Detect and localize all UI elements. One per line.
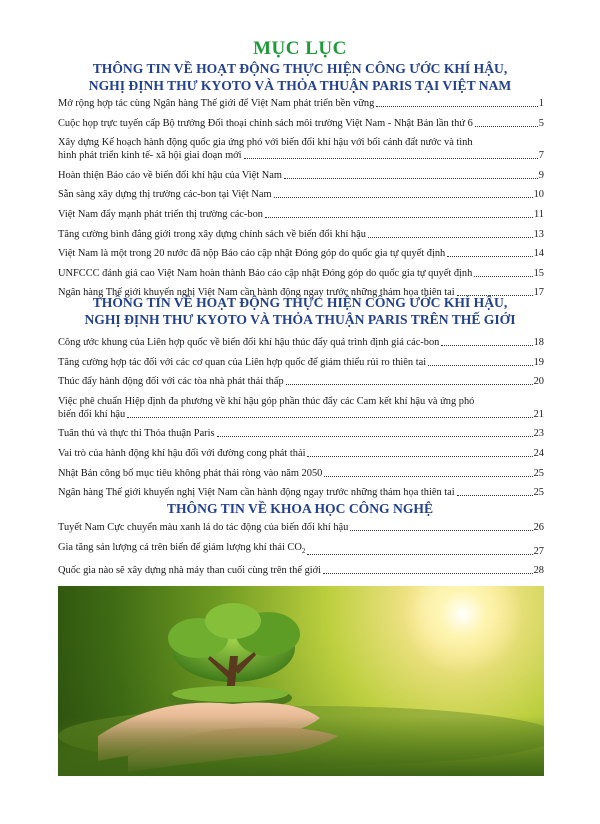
- dot-leader: [323, 573, 533, 574]
- dot-leader: [474, 276, 532, 277]
- section-heading-world: [0, 294, 600, 328]
- toc-entry[interactable]: Vai trò của hành động khí hậu đối với đường cong phát thải 24: [58, 447, 544, 459]
- dot-leader: [376, 106, 537, 107]
- entry-text: Gia tăng sản lượng cá trên biển để giảm lượng khí thải CO: [58, 541, 302, 553]
- page-number: 10: [533, 189, 544, 201]
- dot-leader: [244, 158, 538, 159]
- toc-entry[interactable]: Tăng cường hợp tác đối với các cơ quan của Liên hợp quốc để giảm thiểu rủi ro thiên tai 19: [58, 356, 544, 368]
- dot-leader: [475, 126, 538, 127]
- page-number: 11: [533, 208, 544, 220]
- dot-leader: [447, 256, 532, 257]
- toc-entry[interactable]: Cuộc họp trực tuyến cấp Bộ trưởng Đối thoại chính sách môi trường Việt Nam - Nhật Bản lần thứ 6 5: [58, 117, 544, 129]
- subscript: 2: [301, 546, 306, 555]
- toc-entry[interactable]: Ngân hàng Thế giới khuyến nghị Việt Nam cần hành động ngay trước những thảm họa thiên tai 25: [58, 487, 544, 499]
- hands-holding-tree-image: [58, 586, 544, 776]
- grass-foreground: [58, 716, 544, 776]
- dot-leader: [265, 217, 533, 218]
- toc-entry[interactable]: Ngân hàng Thế giới khuyến nghị Việt Nam cần hành động ngay trước những thảm họa thiên tai 17: [58, 287, 544, 299]
- dot-leader: [307, 456, 532, 457]
- toc-entry[interactable]: Công ước khung của Liên hợp quốc về biến đổi khí hậu thúc đẩy quá trình định giá các-bon 18: [58, 337, 544, 348]
- section-heading-line: THÔNG TIN VỀ HOẠT ĐỘNG THỰC HIỆN CÔNG ƯỚC KHÍ HẬU,: [92, 295, 508, 310]
- page-number: 27: [533, 545, 544, 557]
- section-heading-line: THÔNG TIN VỀ KHOA HỌC CÔNG NGHỆ: [166, 501, 434, 516]
- section-heading-line: NGHỊ ĐỊNH THƯ KYOTO VÀ THỎA THUẬN PARIS TRÊN THẾ GIỚI: [84, 312, 516, 327]
- page-number: 9: [538, 169, 544, 181]
- toc-entry[interactable]: Việc phê chuẩn Hiệp định đa phương về khí hậu góp phần thúc đẩy các Cam kết khí hậu và ứng phó biến đổi khí hậu 21: [58, 395, 544, 420]
- page-title: MỤC LỤC: [253, 38, 347, 59]
- page-number: 28: [533, 565, 544, 577]
- page-number: 23: [533, 428, 544, 440]
- page-number: 17: [533, 287, 544, 299]
- dot-leader: [274, 197, 533, 198]
- page-number: 14: [533, 248, 544, 260]
- toc-entry[interactable]: Hoàn thiện Báo cáo về biến đổi khí hậu của Việt Nam 9: [58, 169, 544, 181]
- dot-leader: [127, 417, 532, 418]
- toc-entry[interactable]: Tuyết Nam Cực chuyển màu xanh lá do tác động của biến đổi khí hậu 26: [58, 522, 544, 533]
- toc-entry[interactable]: UNFCCC đánh giá cao Việt Nam hoàn thành Báo cáo cập nhật Đóng góp do quốc gia tự quyết định 15: [58, 267, 544, 279]
- dot-leader: [284, 178, 538, 179]
- dot-leader: [368, 237, 533, 238]
- dot-leader: [217, 436, 533, 437]
- toc-entry[interactable]: Quốc gia nào sẽ xây dựng nhà máy than cuối cùng trên thế giới 28: [58, 565, 544, 577]
- page-number: 25: [533, 487, 544, 499]
- toc-entry[interactable]: Tuân thủ và thực thi Thỏa thuận Paris 23: [58, 428, 544, 440]
- dot-leader: [307, 554, 532, 555]
- page-number: 21: [533, 408, 544, 420]
- section-heading-line: THÔNG TIN VỀ HOẠT ĐỘNG THỰC HIỆN CÔNG ƯỚC KHÍ HẬU,: [92, 61, 508, 76]
- toc-entry[interactable]: Việt Nam là một trong 20 nước đã nộp Báo cáo cập nhật Đóng góp do quốc gia tự quyết định 14: [58, 248, 544, 260]
- toc-entry[interactable]: [58, 541, 544, 558]
- section-heading-line: NGHỊ ĐỊNH THƯ KYOTO VÀ THỎA THUẬN PARIS TẠI VIỆT NAM: [88, 78, 512, 93]
- dot-leader: [428, 365, 533, 366]
- toc-entry[interactable]: Sẵn sàng xây dựng thị trường các-bon tại Việt Nam 10: [58, 189, 544, 201]
- toc-entry[interactable]: Xây dựng Kế hoạch hành động quốc gia ứng phó với biến đổi khí hậu với bối cảnh đất nước và tình hình phát triển kinh tế- xã hội giai đoạn mới 7: [58, 137, 544, 162]
- section-heading-vietnam: [0, 60, 600, 94]
- toc-entry[interactable]: Tăng cường bình đẳng giới trong xây dựng chính sách về biến đổi khí hậu 13: [58, 228, 544, 240]
- dot-leader: [286, 384, 533, 385]
- toc-list-world: [58, 336, 544, 506]
- dot-leader: [324, 476, 532, 477]
- page-number: 13: [533, 228, 544, 240]
- toc-entry[interactable]: Việt Nam đẩy mạnh phát triển thị trường các-bon 11: [58, 208, 544, 220]
- dot-leader: [350, 530, 532, 531]
- page-number: 7: [538, 150, 544, 162]
- toc-entry[interactable]: Mở rộng hợp tác cùng Ngân hàng Thế giới để Việt Nam phát triển bền vững 1: [58, 98, 544, 109]
- dot-leader: [457, 495, 533, 496]
- page-number: 18: [533, 337, 544, 348]
- page-number: 19: [533, 356, 544, 368]
- page-number: 25: [533, 467, 544, 479]
- page-number: 20: [533, 376, 544, 388]
- page-number: 26: [533, 522, 544, 533]
- page-number: 15: [533, 267, 544, 279]
- page-number: 5: [538, 117, 544, 129]
- section-heading-science: [0, 500, 600, 517]
- dot-leader: [441, 345, 532, 346]
- page-number: 24: [533, 447, 544, 459]
- toc-list-vietnam: [58, 97, 544, 306]
- page-number: 1: [538, 98, 544, 109]
- toc-list-science: [58, 521, 544, 584]
- toc-entry[interactable]: Thúc đẩy hành động đối với các tòa nhà phát thải thấp 20: [58, 376, 544, 388]
- toc-entry[interactable]: Nhật Bản công bố mục tiêu không phát thải ròng vào năm 2050 25: [58, 467, 544, 479]
